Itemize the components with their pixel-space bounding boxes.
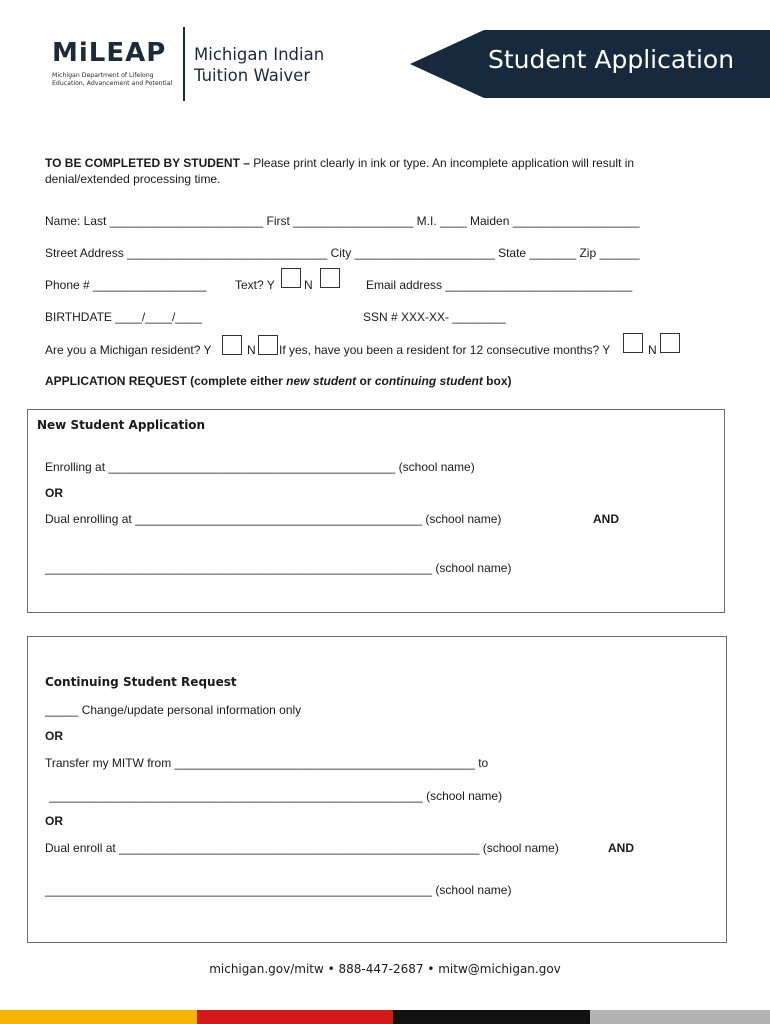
resident-12-no-label: N [648,343,657,357]
dual-enrolling-field[interactable]: Dual enrolling at ___________________________________________ (school name) [45,512,502,526]
text-no-checkbox[interactable] [320,268,340,288]
logo-subtitle-line-2: Education, Advancement and Potential [52,80,173,87]
mileap-logo: MiLEAP [52,38,167,68]
request-continuing-student: continuing student [374,374,483,388]
request-lead: APPLICATION REQUEST (complete either [45,374,287,388]
footer-bar-gold [0,1010,197,1024]
enrolling-at-field[interactable]: Enrolling at ___________________________________________ (school name) [45,460,475,474]
dual-enroll-field[interactable]: Dual enroll at ______________________________________________________ (school name) [45,841,559,855]
new-student-and: AND [593,512,619,526]
request-or: or [356,374,375,388]
instructions-text: Please print clearly in ink or type. An incomplete application will result in [249,156,635,170]
page-title: Student Application [488,45,735,74]
change-info-field[interactable]: _____ Change/update personal information only [45,703,302,717]
program-name-line-1: Michigan Indian [194,45,325,64]
resident-12-yes-checkbox[interactable] [623,333,643,353]
resident-12-months-label: If yes, have you been a resident for 12 consecutive months? Y [279,343,611,357]
continuing-student-title: Continuing Student Request [45,675,237,689]
resident-no-checkbox[interactable] [258,335,278,355]
instructions-line-2: denial/extended processing time. [45,172,221,186]
ssn-field[interactable]: SSN # XXX-XX- ________ [363,310,506,324]
name-field[interactable]: Name: Last _______________________ First __________________ M.I. ____ Maiden ___________________ [45,214,640,228]
new-student-title: New Student Application [37,418,206,432]
text-no-label: N [304,278,313,292]
logo-divider [183,27,185,101]
resident-no-label: N [247,343,256,357]
new-student-or: OR [45,486,63,500]
footer-bar-black [393,1010,590,1024]
text-yes-checkbox[interactable] [281,268,301,288]
birthdate-field[interactable]: BIRTHDATE ____/____/____ [45,310,202,324]
new-student-box [27,409,725,613]
email-field[interactable]: Email address ____________________________ [366,278,633,292]
footer-contact: michigan.gov/mitw • 888-447-2687 • mitw@michigan.gov [209,962,561,976]
phone-field[interactable]: Phone # _________________ [45,278,207,292]
request-tail: box) [482,374,512,388]
text-question-label: Text? Y [235,278,275,292]
resident-question-label: Are you a Michigan resident? Y [45,343,212,357]
footer-bar-red [197,1010,393,1024]
continuing-and: AND [608,841,634,855]
transfer-school-field[interactable]: ________________________________________________________ (school name) [49,789,503,803]
application-request-heading [45,374,512,388]
logo-subtitle-line-1: Michigan Department of Lifelong [52,72,154,79]
footer-bar-gray [590,1010,770,1024]
resident-yes-checkbox[interactable] [222,335,242,355]
instructions-lead: TO BE COMPLETED BY STUDENT – [45,156,250,170]
instructions-line-1 [45,156,634,170]
second-school-field[interactable]: __________________________________________________________ (school name) [45,561,512,575]
transfer-field[interactable]: Transfer my MITW from _____________________________________________ to [45,756,489,770]
resident-12-no-checkbox[interactable] [660,333,680,353]
continuing-or-1: OR [45,729,63,743]
address-field[interactable]: Street Address ______________________________ City _____________________ State _______ Zip ______ [45,246,640,260]
program-name-line-2: Tuition Waiver [194,66,311,85]
continuing-second-school-field[interactable]: __________________________________________________________ (school name) [45,883,512,897]
request-new-student: new student [286,374,357,388]
continuing-or-2: OR [45,814,63,828]
